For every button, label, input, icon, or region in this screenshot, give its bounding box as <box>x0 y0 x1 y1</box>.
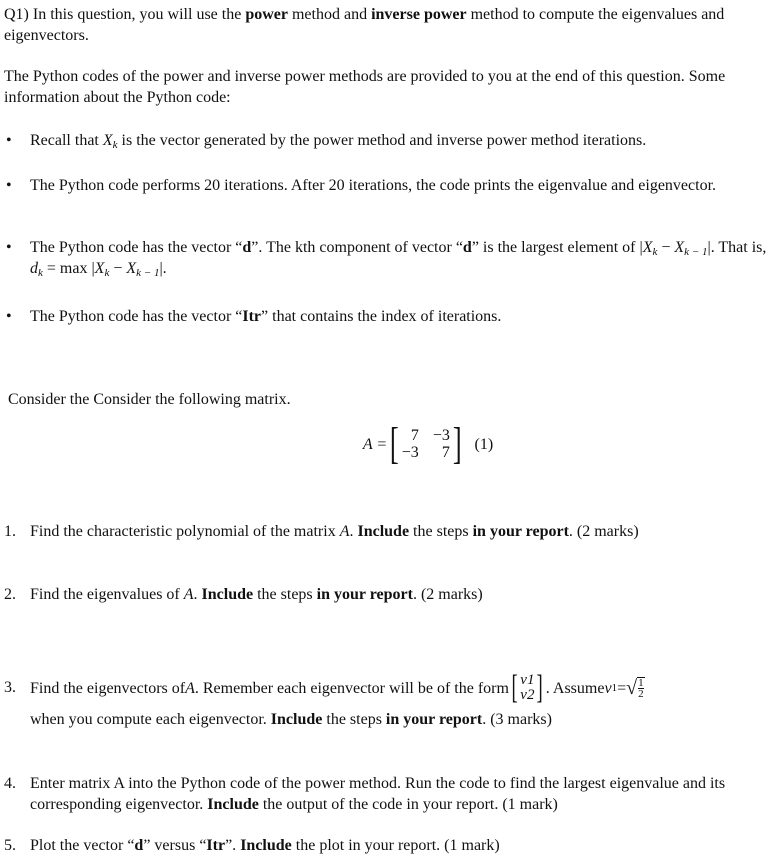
task-item-4: 4. Enter matrix A into the Python code of the power method. Run the code to find the largest eigenvalue and its corresponding eigenvector. Include the output of the code in your report. (1 mark) <box>4 775 726 813</box>
matrix-cell: −3 <box>401 444 419 461</box>
code-info-paragraph: The Python codes of the power and inverse power methods are provided to you at the end of this question. Some information about the Python code: <box>4 68 726 106</box>
matrix-cell: −3 <box>432 427 450 444</box>
consider-text: Consider the Consider the following matrix. <box>8 391 291 408</box>
bullet-icon: • <box>6 132 12 149</box>
equation-number: (1) <box>474 435 494 453</box>
matrix-grid <box>402 427 450 461</box>
matrix-cell: 7 <box>410 427 419 444</box>
bullet-icon: • <box>6 177 12 194</box>
task-item-1: 1. Find the characteristic polynomial of the matrix A. Include the steps in your report. (2 marks) <box>4 523 639 540</box>
bullet-icon: • <box>6 308 12 325</box>
bullet-item: • The Python code has the vector “d”. The kth component of vector “d” is the largest element of $|X_k - X_{k - 1}|$. That is, $d_k = \max |X_k - X_{k - 1}|$. <box>6 239 767 279</box>
sqrt-fraction: √ $\frac{1}{2}$ <box>626 676 644 700</box>
left-bracket: [ <box>390 419 399 468</box>
bullet-item: • The Python code has the vector “Itr” that contains the index of iterations. <box>6 308 502 325</box>
bullet-icon: • <box>6 239 12 256</box>
eigenvector-form: [ v1 v2 ] <box>511 669 544 706</box>
task-item-2: 2. Find the eigenvalues of A. Include the steps in your report. (2 marks) <box>4 586 483 603</box>
bullet-item: • The Python code performs 20 iterations. After 20 iterations, the code prints the eigenvalue and eigenvector. <box>6 177 717 194</box>
bullet-item: • Recall that $X_k$ is the vector generated by the power method and inverse power method iterations. <box>6 132 647 151</box>
task-item-3: 3. Find the eigenvectors of A . Remember each eigenvector will be of the form [ v1 v2 ] . Assume v 1 = √ $\frac{1}{2}$ when you compute each eigenvector. Include the steps in your report. (3 marks) <box>4 669 644 728</box>
task-item-5: 5. Plot the vector “d” versus “Itr”. Include the plot in your report. (1 mark) <box>4 837 500 854</box>
question-intro: Q1) In this question, you will use the power method and inverse power method to compute the eigenvalues and eigenvectors. <box>4 6 725 44</box>
matrix-cell: 7 <box>441 444 450 461</box>
matrix-equation <box>0 419 776 468</box>
right-bracket: ] <box>452 419 462 468</box>
matrix-label: A = <box>362 435 388 453</box>
